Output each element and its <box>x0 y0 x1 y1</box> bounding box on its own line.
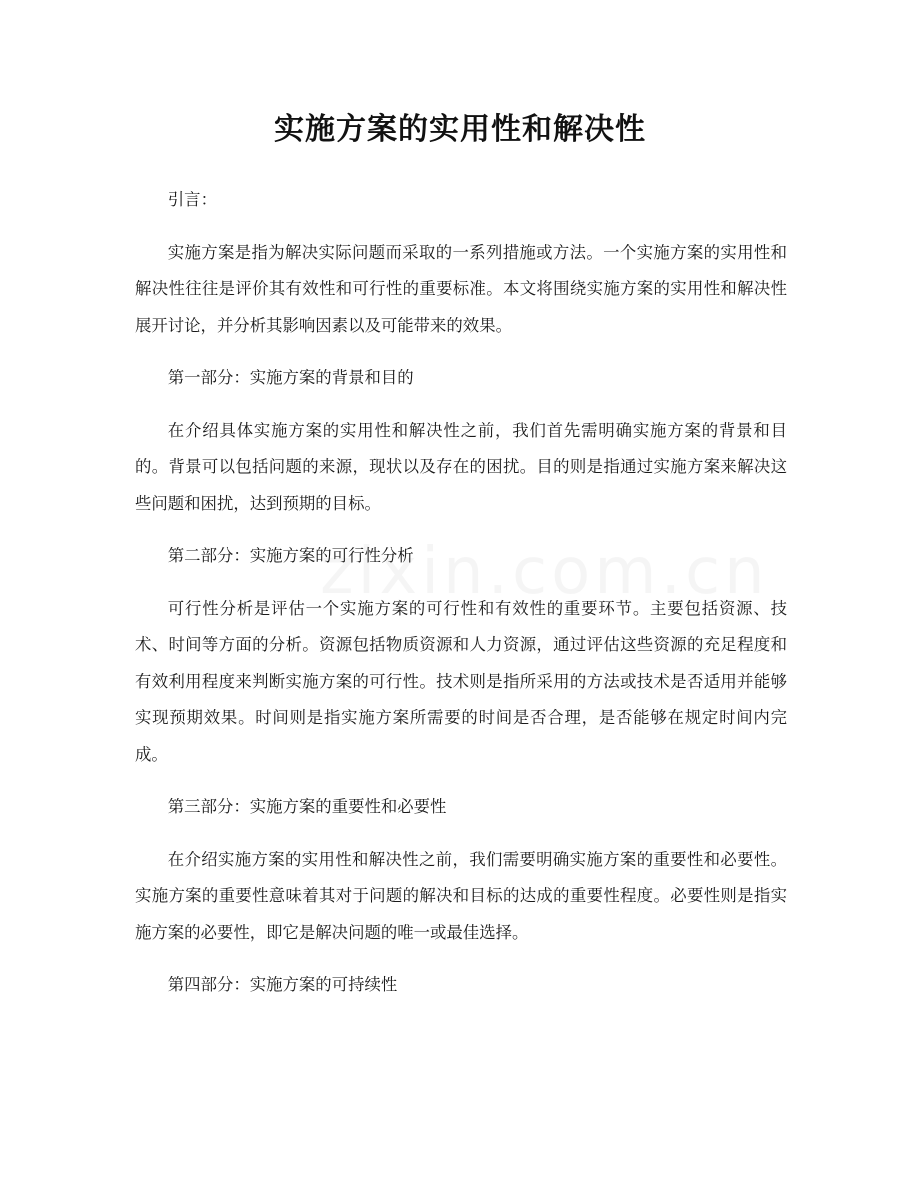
section-4-heading: 第四部分：实施方案的可持续性 <box>167 975 398 994</box>
section-2-heading: 第二部分：实施方案的可行性分析 <box>167 546 414 565</box>
section-3-paragraph: 在介绍实施方案的实用性和解决性之前，我们需要明确实施方案的重要性和必要性。实施方案的重要性意味着其对于问题的解决和目标的达成的重要性程度。必要性则是指实施方案的必要性，即它是解决问题的唯一或最佳选择。 <box>135 849 787 942</box>
section-3-heading: 第三部分：实施方案的重要性和必要性 <box>167 797 447 816</box>
intro-paragraph: 实施方案是指为解决实际问题而采取的一系列措施或方法。一个实施方案的实用性和解决性往往是评价其有效性和可行性的重要标准。本文将围绕实施方案的实用性和解决性展开讨论，并分析其影响因素以及可能带来的效果。 <box>135 242 787 335</box>
section-2-paragraph: 可行性分析是评估一个实施方案的可行性和有效性的重要环节。主要包括资源、技术、时间等方面的分析。资源包括物质资源和人力资源，通过评估这些资源的充足程度和有效利用程度来判断实施方案的可行性。技术则是指所采用的方法或技术是否适用并能够实现预期效果。时间则是指实施方案所需要的时间是否合理，是否能够在规定时间内完成。 <box>135 598 787 764</box>
section-1-heading: 第一部分：实施方案的背景和目的 <box>167 368 414 387</box>
document-body <box>135 182 787 1020</box>
intro-heading: 引言： <box>167 190 217 209</box>
section-1-paragraph: 在介绍具体实施方案的实用性和解决性之前，我们首先需明确实施方案的背景和目的。背景可以包括问题的来源，现状以及存在的困扰。目的则是指通过实施方案来解决这些问题和困扰，达到预期的目标。 <box>135 420 787 513</box>
document-title: 实施方案的实用性和解决性 <box>274 112 646 147</box>
